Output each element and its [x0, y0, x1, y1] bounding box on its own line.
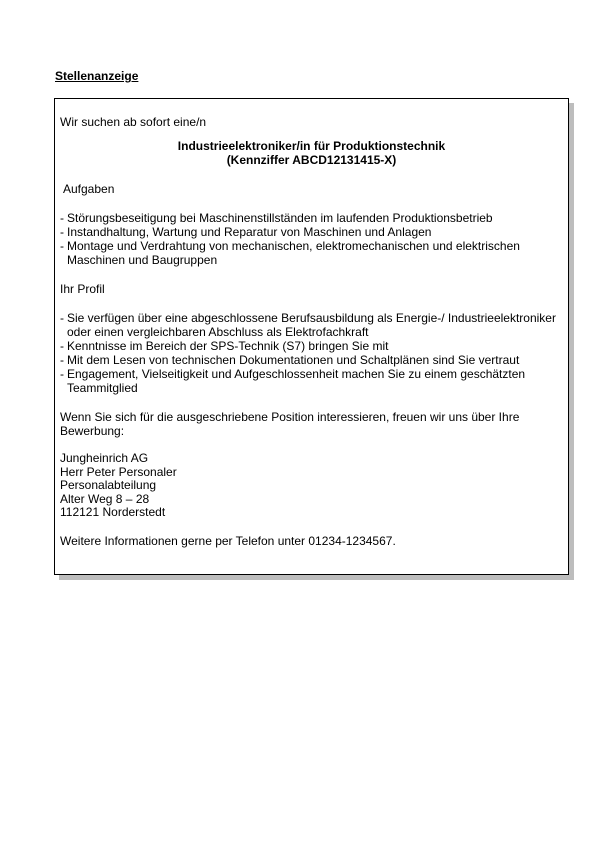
tasks-list: [60, 211, 563, 267]
intro-text: Wir suchen ab sofort eine/n: [60, 115, 207, 129]
list-item: - Mit dem Lesen von technischen Dokumentationen und Schaltplänen sind Sie vertraut: [60, 353, 563, 367]
list-item: - Kenntnisse im Bereich der SPS-Technik (S7) bringen Sie mit: [60, 339, 563, 353]
job-title: Industrieelektroniker/in für Produktionstechnik: [177, 139, 446, 153]
job-ad-box: [54, 98, 569, 575]
reference-number: (Kennziffer ABCD12131415-X): [226, 153, 397, 167]
application-text: Wenn Sie sich für die ausgeschriebene Position interessieren, freuen wir uns über Ihre Bewerbung:: [60, 410, 520, 438]
list-item: - Engagement, Vielseitigkeit und Aufgeschlossenheit machen Sie zu einem geschätzten Teammitglied: [60, 367, 563, 395]
tasks-heading: Aufgaben: [63, 182, 115, 196]
city: 112121 Norderstedt: [60, 505, 166, 519]
contact-person: Herr Peter Personaler: [60, 464, 177, 479]
list-item: - Sie verfügen über eine abgeschlossene Berufsausbildung als Energie-/ Industrieelektroniker oder einen vergleichbaren Abschluss als Elektrofachkraft: [60, 311, 563, 339]
list-item: - Instandhaltung, Wartung und Reparatur von Maschinen und Anlagen: [60, 225, 563, 239]
contact-address: [60, 452, 563, 520]
page-heading: Stellenanzeige: [55, 69, 139, 83]
profile-heading: Ihr Profil: [60, 282, 105, 296]
list-item: - Montage und Verdrahtung von mechanischen, elektromechanischen und elektrischen Maschinen und Baugruppen: [60, 239, 563, 267]
profile-list: [60, 311, 563, 395]
footer-note: Weitere Informationen gerne per Telefon unter 01234-1234567.: [60, 533, 396, 548]
list-item: - Störungsbeseitigung bei Maschinenstillständen im laufenden Produktionsbetrieb: [60, 211, 563, 225]
street: Alter Weg 8 – 28: [60, 491, 150, 506]
department: Personalabteilung: [60, 478, 157, 492]
company-name: Jungheinrich AG: [60, 451, 149, 465]
